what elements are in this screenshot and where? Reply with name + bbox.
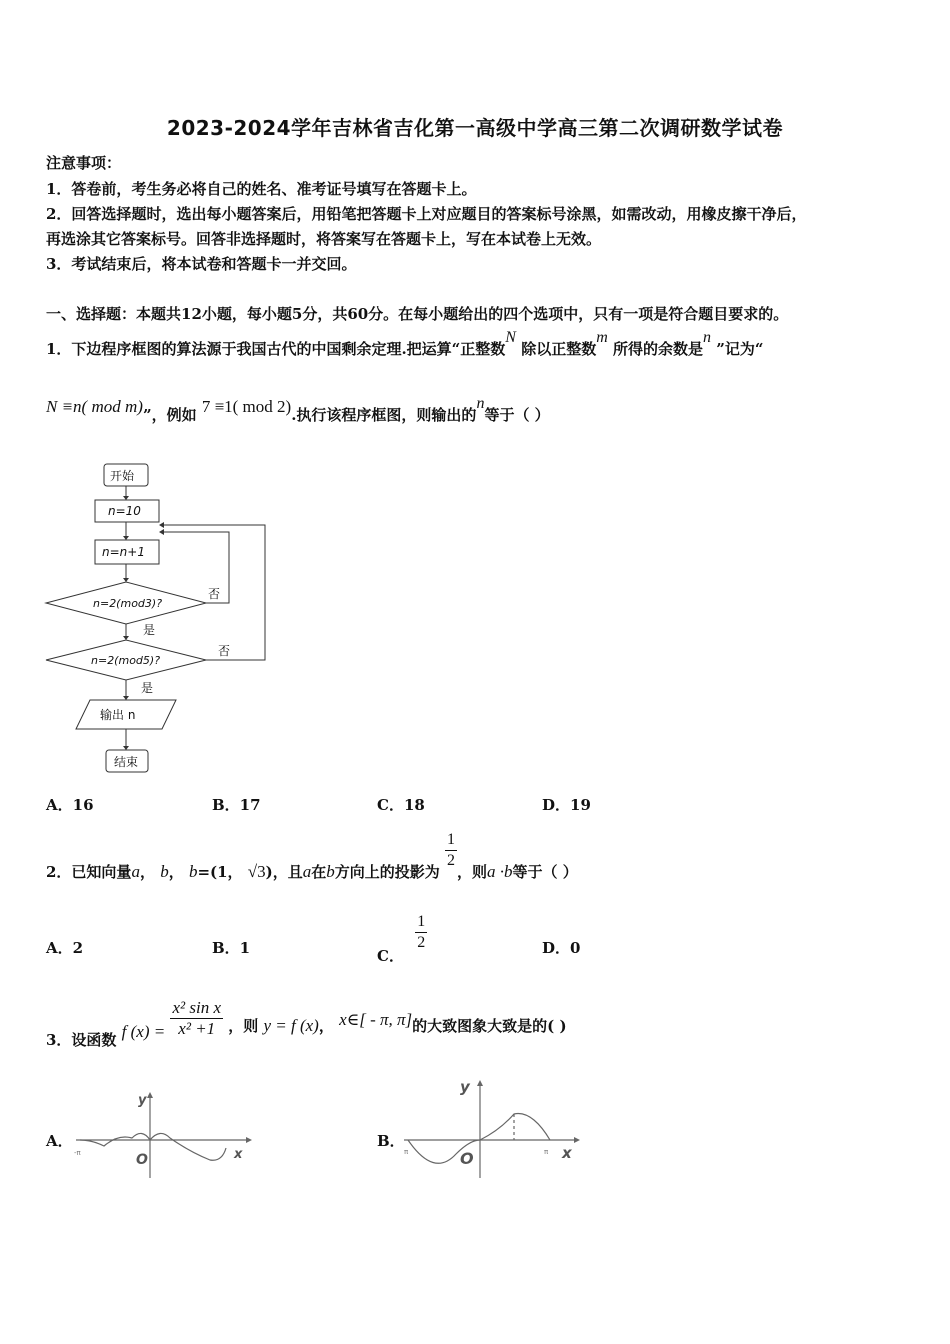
projection-fraction: $\frac{1}{2}$ xyxy=(447,831,456,869)
flow-init-label: n=10 xyxy=(108,504,141,518)
q2-option-d[interactable]: D．0 xyxy=(542,939,581,957)
notice-item: 1．答卷前，考生务必将自己的姓名、准考证号填写在答题卡上。 xyxy=(46,180,477,198)
question-1-text: 1．下边程序框图的算法源于我国古代的中国剩余定理.把运算“正整数N 除以正整数m 所得的余数是n ”记为“ xyxy=(46,329,764,358)
y-equals-f: y = f (x) xyxy=(263,1015,319,1035)
domain-interval: x∈[ - π, π] xyxy=(339,1009,413,1029)
svg-text:O: O xyxy=(460,1149,474,1168)
q1-option-b[interactable]: B．17 xyxy=(212,796,261,814)
question-1-text-2: N ≡n( mod m)”，例如 7 ≡1( mod 2).执行该程序框图，则输出的n等于（ ） xyxy=(46,395,550,424)
q3-option-b[interactable]: B． xyxy=(377,1132,405,1150)
flow-start-label: 开始 xyxy=(110,469,135,483)
flow-incr-label: n=n+1 xyxy=(102,545,145,559)
svg-text:y: y xyxy=(460,1078,470,1096)
congruence-formula: N ≡n( mod m) xyxy=(46,397,143,416)
flow-yes2-label: 是 xyxy=(141,681,154,695)
function-fraction: $\frac{\text{x² sin x}}{\text{x² +1}}$ xyxy=(172,998,221,1038)
q2-option-c-fraction: $\frac{1}{2}$ xyxy=(417,913,426,951)
q2-option-a[interactable]: A．2 xyxy=(46,939,84,957)
q3-graph-a xyxy=(70,1088,260,1183)
q2-option-b[interactable]: B．1 xyxy=(212,939,251,957)
svg-text:-π: -π xyxy=(74,1149,81,1157)
notice-heading: 注意事项： xyxy=(46,154,122,172)
q3-option-a[interactable]: A． xyxy=(46,1132,73,1150)
sqrt-three: √3 xyxy=(247,861,266,881)
q1-option-a[interactable]: A．16 xyxy=(46,796,94,814)
congruence-example: 7 ≡1( mod 2) xyxy=(201,397,292,416)
function-f: f (x) = xyxy=(121,1021,166,1041)
section-heading: 一、选择题：本题共12小题，每小题5分，共60分。在每小题给出的四个选项中，只有一项是符合题目要求的。 xyxy=(46,305,789,323)
flow-cond1-label: n=2(mod3)? xyxy=(93,597,163,610)
notice-item: 再选涂其它答案标号。回答非选择题时，将答案写在答题卡上，写在本试卷上无效。 xyxy=(46,230,602,248)
flow-yes1-label: 是 xyxy=(143,623,156,637)
svg-text:x: x xyxy=(234,1147,243,1162)
q1-option-d[interactable]: D．19 xyxy=(542,796,591,814)
svg-text:O: O xyxy=(136,1152,148,1168)
notice-item: 3．考试结束后，将本试卷和答题卡一并交回。 xyxy=(46,255,357,273)
flow-cond2-label: n=2(mod5)? xyxy=(91,654,161,667)
svg-text:π: π xyxy=(544,1148,549,1156)
svg-text:y: y xyxy=(138,1093,147,1108)
var-m: m xyxy=(596,329,608,346)
dot-product: a ·b xyxy=(487,861,513,881)
q1-option-c[interactable]: C．18 xyxy=(377,796,425,814)
q3-graph-b xyxy=(400,1070,590,1185)
var-N: N xyxy=(505,329,516,346)
svg-text:π: π xyxy=(404,1148,409,1156)
notice-item: 2．回答选择题时，选出每小题答案后，用铅笔把答题卡上对应题目的答案标号涂黑，如需改动，用橡皮擦干净后， xyxy=(46,205,807,223)
flowchart xyxy=(40,458,280,778)
var-n: n xyxy=(703,329,712,346)
exam-title: 2023-2024学年吉林省吉化第一高级中学高三第二次调研数学试卷 xyxy=(166,116,784,140)
svg-text:x: x xyxy=(562,1144,572,1162)
q2-option-c[interactable]: C． $\frac{1}{2}$ xyxy=(377,913,426,965)
question-3-text: 3．设函数 f (x) = $\frac{\text{x² sin x}}{\text{x² +1}}$ ，则 y = f (x)， x∈[ - π, π]的大致图象大致是的( ) xyxy=(46,998,567,1049)
flow-end-label: 结束 xyxy=(114,755,139,769)
flow-no1-label: 否 xyxy=(208,587,221,601)
flow-no2-label: 否 xyxy=(218,644,231,658)
flow-output-label: 输出 n xyxy=(100,708,136,722)
question-2-text: 2．已知向量a， b， b=(1， √3)，且a在b方向上的投影为 $\frac{1}{2}$ ，则a ·b等于（ ） xyxy=(46,831,578,881)
